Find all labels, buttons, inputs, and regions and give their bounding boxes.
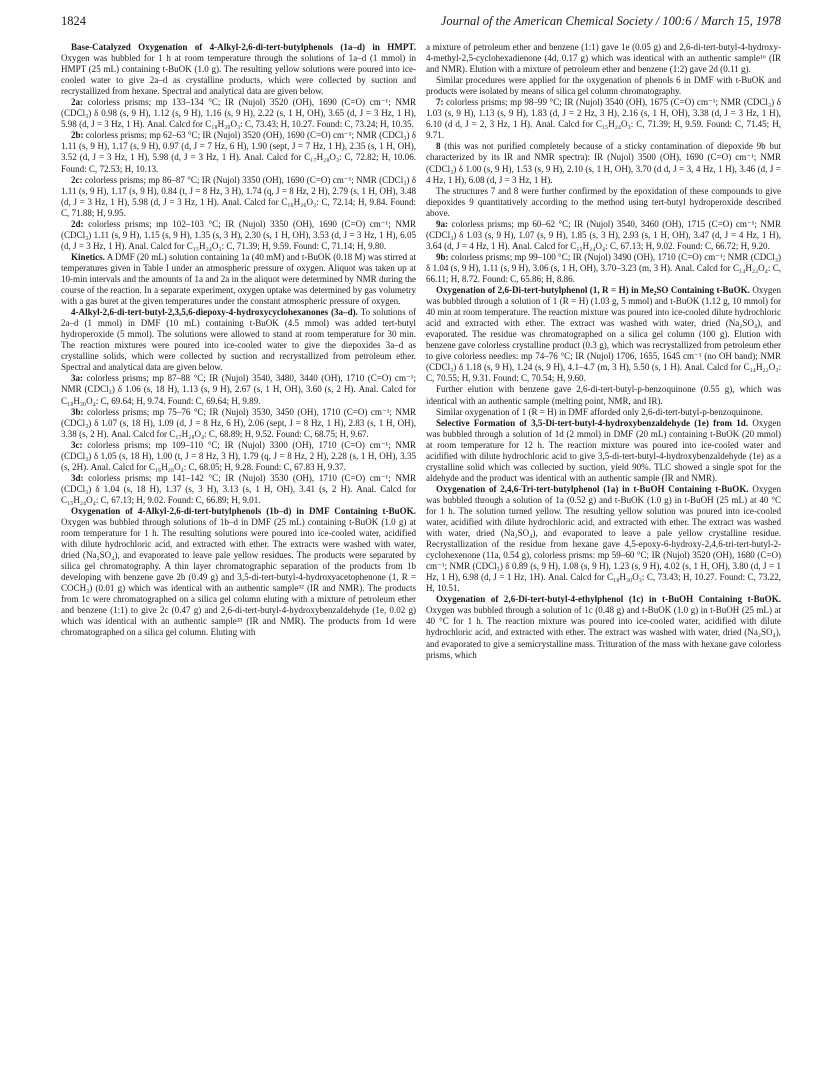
- paragraph: [61, 130, 416, 174]
- left-column: [61, 42, 416, 639]
- paragraph-text: colorless prisms; mp 86–87 °C; IR (Nujol) 3350 (OH), 1690 (C=O) cm⁻¹; NMR (CDCl₃) δ 1.11 (s, 9 H), 1.17 (s, 9 H), 0.84 (t, J = 8 Hz, 3 H), 1.74 (q, J = 8 Hz, 2 H), 2.79 (s, 1 H, OH), 3.48 (d, J = 3 Hz, 1 H), 5.98 (d, J = 3 Hz, 1 H). Anal. Calcd for C₁₆H₂₆O₃: C, 72.14; H, 9.84. Found: C, 71.88; H, 9.95.: [61, 174, 416, 218]
- paragraph: [61, 252, 416, 307]
- paragraph-heading: 7:: [436, 97, 444, 108]
- paragraph: [426, 219, 781, 252]
- paragraph-text: colorless prisms; mp 98–99 °C; IR (Nujol) 3540 (OH), 1675 (C=O) cm⁻¹; NMR (CDCl₃) δ 1.03 (s, 9 H), 1.13 (s, 9 H), 1.83 (d, J = 2 Hz, 3 H), 2.16 (s, 1 H, OH), 3.38 (d, J = 3 Hz, 1 H), 6.10 (d d, J = 2, 3 Hz, 1 H). Anal. Calcd for C₁₅H₂₄O₃: C, 71.39; H, 9.59. Found: C, 71.45; H, 9.71.: [426, 97, 781, 141]
- paragraph-heading: 3a:: [71, 373, 84, 384]
- paragraph: [426, 594, 781, 660]
- paragraph: [426, 285, 781, 384]
- paragraph-heading: 9b:: [436, 251, 449, 262]
- paragraph-text: colorless prisms; mp 133–134 °C; IR (Nujol) 3520 (OH), 1690 (C=O) cm⁻¹; NMR (CDCl₃) δ 0.98 (s, 9 H), 1.12 (s, 9 H), 1.16 (s, 9 H), 2.22 (s, 1 H, OH), 3.65 (d, J = 3 Hz, 1 H), 5.98 (d, J = 3 Hz, 1 H). Anal. Calcd for C₁₈H₃₀O₃: C, 73.43; H, 10.27. Found: C, 73.24; H, 10.35.: [61, 97, 416, 130]
- right-column: [426, 42, 781, 661]
- paragraph-text: Further elution with benzene gave 2,6-di-tert-butyl-p-benzoquinone (0.55 g), which was identical with an authentic sample (melting point, NMR, and IR).: [426, 384, 781, 406]
- paragraph-text: Oxygen was bubbled through a solution of 1d (2 mmol) in DMF (20 mL) containing t-BuOK (20 mmol) at room temperature for 12 h. The reaction mixture was poured into ice-cooled water and acidified with dilute hydrochloric acid to give 3,5-di-tert-butyl-4-hydroxybenzaldehyde (1e) as a crystalline solid which was collected by suction, yield 90%. TLC showed a single spot for the aldehyde and the product was identical with an authentic sample (IR and NMR).: [426, 417, 781, 483]
- paragraph-heading: 2a:: [71, 97, 84, 108]
- paragraph-text: Similar procedures were applied for the oxygenation of phenols 6 in DMF with t-BuOK and products were isolated by means of silica gel column chromatography.: [426, 75, 781, 97]
- paragraph-text: a mixture of petroleum ether and benzene (1:1) gave 1e (0.05 g) and 2,6-di-tert-butyl-4-hydroxy-4-methyl-2,5-cyclohexadienone (4d, 0.17 g) which was identical with an authentic sample¹⁶ (IR and NMR). Elution with a mixture of petroleum ether and benzene (1:2) gave 2d (0.11 g).: [426, 42, 781, 75]
- paragraph: [61, 407, 416, 440]
- paragraph-text: colorless prisms; mp 75–76 °C; IR (Nujol) 3530, 3450 (OH), 1710 (C=O) cm⁻¹; NMR (CDCl₃) δ 1.07 (s, 18 H), 1.09 (d, J = 8 Hz, 6 H), 2.06 (sept, J = 8 Hz, 1 H), 2.83 (s, 1 H, OH), 3.38 (s, 2 H). Anal. Calcd for C₁₇H₂₈O₄: C, 68.89; H, 9.52. Found: C, 68.75; H, 9.67.: [61, 406, 416, 439]
- paragraph-text: Oxygen was bubbled for 1 h at room temperature through the solutions of 1a–d (1 mmol) in HMPT (25 mL) containing t-BuOK (1.0 g). The resulting yellow solutions were poured into ice-cooled water to give 2a–d as crystalline products, which were collected by suction and recrystallized from hexane. Spectral and analytical data are given below.: [61, 53, 416, 97]
- paragraph: [61, 97, 416, 130]
- paragraph-heading: Base-Catalyzed Oxygenation of 4-Alkyl-2,6-di-tert-butylphenols (1a–d) in HMPT.: [71, 42, 416, 52]
- paragraph-heading: 8: [436, 141, 441, 152]
- paragraph-heading: 3b:: [71, 406, 84, 417]
- paragraph-text: colorless prisms; mp 62–63 °C; IR (Nujol) 3520 (OH), 1690 (C=O) cm⁻¹; NMR (CDCl₃) δ 1.11 (s, 9 H), 1.17 (s, 9 H), 0.97 (d, J = 7 Hz, 6 H), 1.90 (sept, J = 7 Hz, 1 H), 2.35 (s, 1 H, OH), 3.52 (d, J = 3 Hz, 1 H), 5.98 (d, J = 3 Hz, 1 H). Anal. Calcd for C₁₇H₂₈O₃: C, 72.82; H, 10.06. Found: C, 72.53; H, 10.13.: [61, 130, 416, 174]
- paragraph: [61, 506, 416, 639]
- paragraph-text: colorless prisms; mp 102–103 °C; IR (Nujol) 3350 (OH), 1690 (C=O) cm⁻¹; NMR (CDCl₃) 1.11 (s, 9 H), 1.15 (s, 9 H), 1.35 (s, 3 H), 2.30 (s, 1 H, OH), 3.53 (d, J = 3 Hz, 1 H), 6.05 (d, J = 3 Hz, 1 H). Anal. Calcd for C₁₅H₂₄O₃: C, 71.39; H, 9.59. Found: C, 71.14; H, 9.80.: [61, 218, 416, 251]
- paragraph-heading: 4-Alkyl-2,6-di-tert-butyl-2,3,5,6-diepoxy-4-hydroxycyclohexanones (3a–d).: [71, 307, 358, 318]
- paragraph: [61, 42, 416, 97]
- paragraph-heading: 9a:: [436, 218, 449, 229]
- paragraph-heading: 3c:: [71, 439, 83, 450]
- paragraph-text: Oxygen was bubbled through solutions of 1b–d in DMF (25 mL) containing t-BuOK (1.0 g) at room temperature for 1 h. The resulting solutions were poured into ice-cooled water, acidified with dilute hydrochloric acid, and extracted with ether. The extracts were washed with water, dried (Na₂SO₄), and evaporated to leave pale yellow residues. The products were separated by silica gel chromatography. A thin layer chromatographic separation of the products from 1b developing with benzene gave 2b (0.49 g) and 3,5-di-tert-butyl-4-hydroxyacetophenone (1, R = COCH₃) (0.01 g) which was identical with an authentic sample³² (IR and NMR). The products from 1c were chromatographed on a silica gel column eluting with a mixture of petroleum ether and benzene (1:1) to give 2c (0.47 g) and 2,6-di-tert-butyl-4-hydroxybenzaldehyde (1e, 0.02 g) which was identical with an authentic sample³³ (IR and NMR). The products from 1d were chromatographed on a silica gel column. Eluting with: [61, 517, 416, 638]
- paragraph-heading: 2c:: [71, 174, 83, 185]
- page-number: 1824: [61, 14, 86, 28]
- paragraph-heading: Oxygenation of 2,6-Di-tert-butyl-4-ethylphenol (1c) in t-BuOH Containing t-BuOK.: [436, 594, 781, 605]
- paragraph: [426, 97, 781, 141]
- journal-citation: Journal of the American Chemical Society / 100:6 / March 15, 1978: [440, 14, 781, 28]
- paragraph: [426, 186, 781, 219]
- paragraph-heading: 2b:: [71, 130, 84, 141]
- paragraph: [426, 252, 781, 285]
- paragraph-text: Oxygen was bubbled through a solution of 1 (R = H) (1.03 g, 5 mmol) and t-BuOK (1.12 g, 10 mmol) for 40 min at room temperature. The reaction mixture was poured into ice-cooled dilute hydrochloric acid and extracted with ether. The extract was washed with water, dried (Na₂SO₄), and evaporated. The residue was chromatographed on a silica gel column (100 g). Elution with benzene gave colorless crystalline product (0.3 g), which was recrystallized from petroleum ether to give colorless needles: mp 74–76 °C; IR (Nujol) 1706, 1655, 1645 cm⁻¹ (no OH band); NMR (CDCl₃) δ 1.18 (s, 9 H), 1.24 (s, 9 H), 4.1–4.7 (m, 3 H), 5.50 (s, 1 H). Anal. Calcd for C₁₄H₂₂O₃: C, 70.55; H, 9.31. Found: C, 70.54; H, 9.60.: [426, 285, 781, 384]
- paragraph: [426, 141, 781, 185]
- paragraph: [426, 75, 781, 97]
- paragraph: [61, 175, 416, 219]
- paragraph: [426, 407, 781, 418]
- paragraph: [61, 373, 416, 406]
- paragraph-text: Oxygen was bubbled through a solution of 1a (0.52 g) and t-BuOK (1.0 g) in t-BuOH (25 mL) at 40 °C for 1 h. The solution turned yellow. The resulting yellow solution was poured into ice-cooled water, acidified with dilute hydrochloric acid, and extracted with ether. The extract was washed with water, dried (Na₂SO₄), and evaporated to leave a pale yellow crystalline residue. Recrystallization of the residue from hexane gave 4,5-epoxy-6-hydroxy-2,4,6-tri-tert-butyl-2-cyclohexenone (11a, 0.54 g), colorless prisms: mp 59–60 °C; IR (Nujol) 3520 (OH), 1680 (C=O) cm⁻¹; NMR (CDCl₃) δ 0.89 (s, 9 H), 1.08 (s, 9 H), 1.23 (s, 9 H), 4.02 (s, 1 H, OH), 3.80 (d, J = 1 Hz, 1 H), 6.98 (d, J = 1 Hz, 1H). Anal. Calcd for C₁₈H₃₀O₃: C, 73.43; H, 10.27. Found: C, 73.22, H, 10.51.: [426, 483, 781, 594]
- paragraph: [61, 440, 416, 473]
- paragraph-heading: Oxygenation of 2,6-Di-tert-butylphenol (1, R = H) in Me₂SO Containing t-BuOK.: [436, 285, 750, 296]
- paragraph: [426, 484, 781, 594]
- paragraph-text: Oxygen was bubbled through a solution of 1c (0.48 g) and t-BuOK (1.0 g) in t-BuOH (25 mL) at 40 °C for 1 h. The reaction mixture was poured into ice-cooled water, acidified with dilute hydrochloric acid, and extracted with ether. The extract was washed with water, dried (Na₂SO₄), and evaporated to give a semicrystalline mass. Trituration of the mass with hexane gave colorless prisms, which: [426, 605, 781, 660]
- paragraph-text: (this was not purified completely because of a sticky contamination of diepoxide 9b but characterized by its IR and NMR spectra): IR (Nujol) 3500 (OH), 1690 (C=O) cm⁻¹; NMR (CDCl₃) δ 1.00 (s, 9 H), 1.53 (s, 9 H), 2.10 (s, 1 H, OH), 3.70 (d d, J = 3, 4 Hz, 1 H), 3.46 (d, J = 4 Hz, 1 H), 6.08 (d, J = 3 Hz, 1 H).: [426, 141, 781, 185]
- paragraph-heading: Kinetics.: [71, 251, 105, 262]
- paragraph-text: colorless prisms; mp 109–110 °C; IR (Nujol) 3300 (OH), 1710 (C=O) cm⁻¹; NMR (CDCl₃) δ 1.05 (s, 18 H), 1.00 (t, J = 8 Hz, 3 H), 1.79 (q, J = 8 Hz, 2 H), 2.28 (s, 1 H, OH), 3.35 (s, 2H). Anal. Calcd for C₁₆H₂₆O₄: C, 68.05; H, 9.28. Found: C, 67.83 H, 9.37.: [61, 439, 416, 472]
- paragraph-text: colorless prisms; mp 99–100 °C; IR (Nujol) 3490 (OH), 1710 (C=O) cm⁻¹; NMR (CDCl₃) δ 1.04 (s, 9 H), 1.11 (s, 9 H), 3.06 (s, 1 H, OH), 3.70–3.23 (m, 3 H). Anal. Calcd for C₁₄H₂₂O₄: C, 66.11; H, 8.72. Found: C, 65.86; H, 8.86.: [426, 251, 781, 284]
- paragraph: [426, 384, 781, 406]
- paragraph-heading: Selective Formation of 3,5-Di-tert-butyl-4-hydroxybenzaldehyde (1e) from 1d.: [436, 417, 749, 428]
- paragraph-text: colorless prisms; mp 141–142 °C; IR (Nujol) 3530 (OH), 1710 (C=O) cm⁻¹; NMR (CDCl₃) δ 1.04 (s, 18 H), 1.37 (s, 3 H), 3.13 (s, 1 H, OH), 3.41 (s, 2 H). Anal. Calcd for C₁₅H₂₄O₄: C, 67.13; H, 9.02. Found: C, 66.89; H, 9.01.: [61, 472, 416, 505]
- paragraph-text: To solutions of 2a–d (1 mmol) in DMF (10 mL) containing t-BuOK (4.5 mmol) was added tert-butyl hydroperoxide (5 mmol). The solutions were allowed to stand at room temperature for 30 min. The reaction mixtures were poured into ice-cooled water to give the diepoxides 3a–d as crystalline solids, which were collected by suction and recrystallized from petroleum ether. Spectral and analytical data are given below.: [61, 307, 416, 373]
- paragraph-text: colorless prisms; mp 60–62 °C; IR (Nujol) 3540, 3460 (OH), 1715 (C=O) cm⁻¹; NMR (CDCl₃) δ 1.03 (s, 9 H), 1.07 (s, 9 H), 1.85 (s, 3 H), 2.93 (s, 1 H, OH), 3.47 (d, J = 4 Hz, 1 H), 3.64 (d, J = 4 Hz, 1 H). Anal. Calcd for C₁₅H₂₄O₄: C, 67.13; H, 9.02. Found: C, 66.72; H, 9.20.: [426, 218, 781, 251]
- paragraph: [426, 42, 781, 75]
- paragraph-text: A DMF (20 mL) solution containing 1a (40 mM) and t-BuOK (0.18 M) was stirred at temperatures given in Table I under an atmospheric pressure of oxygen. Aliquot was taken up at 10-min intervals and the amounts of 1a and 2a in the aliquot were determined by NMR during the course of the reaction. In a separate experiment, oxygen uptake was determined by gas volumetry with a gas buret at the given temperatures under the constant atmospheric pressure of oxygen.: [61, 251, 416, 307]
- paragraph: [61, 307, 416, 373]
- paragraph-heading: 3d:: [71, 472, 84, 483]
- paragraph-heading: 2d:: [71, 218, 84, 229]
- paragraph: [61, 219, 416, 252]
- paragraph-heading: Oxygenation of 2,4,6-Tri-tert-butylphenol (1a) in t-BuOH Containing t-BuOK.: [436, 483, 749, 494]
- paragraph-text: colorless prisms; mp 87–88 °C; IR (Nujol) 3540, 3480, 3440 (OH), 1710 (C=O) cm⁻¹; NMR (CDCl₃) δ 1.06 (s, 18 H), 1.13 (s, 9 H), 2.67 (s, 1 H, OH), 3.60 (s, 2 H). Anal. Calcd for C₁₈H₃₀O₄: C, 69.64; H, 9.74. Found: C, 69.64; H, 9.89.: [61, 373, 416, 406]
- paragraph: [61, 473, 416, 506]
- paragraph-heading: Oxygenation of 4-Alkyl-2,6-di-tert-butylphenols (1b–d) in DMF Containing t-BuOK.: [71, 505, 416, 516]
- paragraph: [426, 418, 781, 484]
- paragraph-text: The structures 7 and 8 were further confirmed by the epoxidation of these compounds to give diepoxides 9 quantitatively according to the method using tert-butyl hydroperoxide described above.: [426, 185, 781, 218]
- paragraph-text: Similar oxygenation of 1 (R = H) in DMF afforded only 2,6-di-tert-butyl-p-benzoquinone.: [436, 406, 763, 417]
- page-header: [61, 14, 781, 32]
